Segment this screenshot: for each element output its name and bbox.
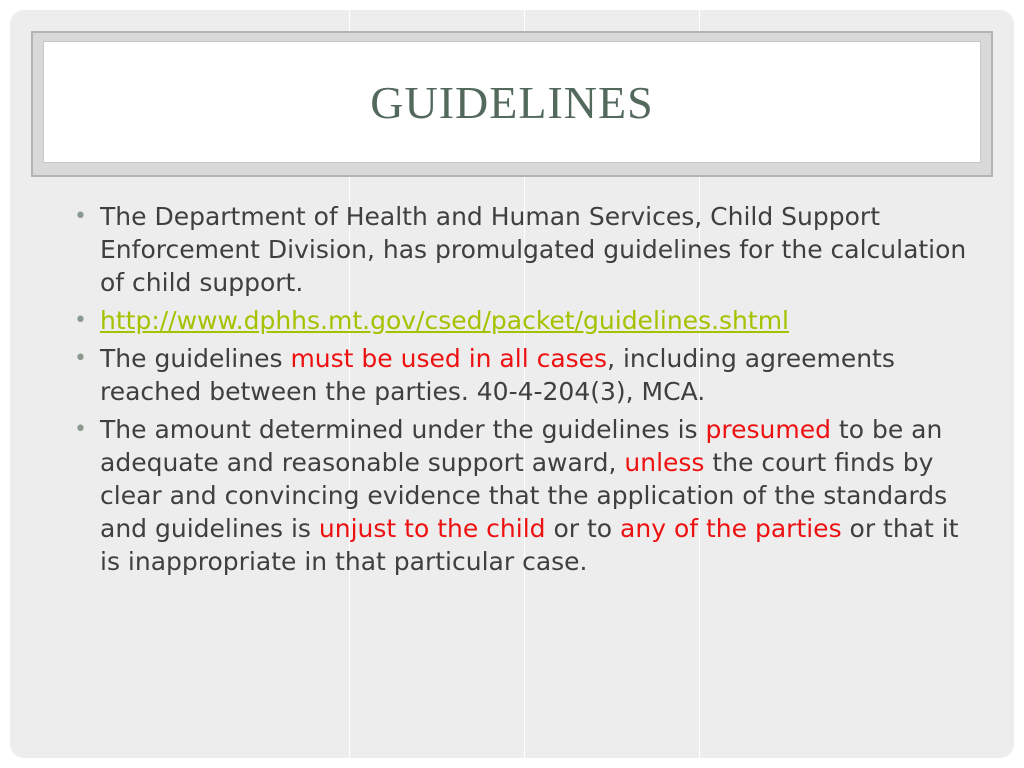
bullet-text: or that it is inappropriate in that particular case.	[100, 514, 959, 576]
bullet-text: , including agreements reached between the parties. 40-4-204(3), MCA.	[100, 344, 895, 406]
guidelines-link[interactable]: http://www.dphhs.mt.gov/csed/packet/guidelines.shtml	[100, 306, 790, 335]
bullet-icon: •	[74, 204, 87, 229]
bullet-item	[72, 342, 972, 408]
emphasis-text: unless	[624, 448, 705, 477]
bullet-text: The amount determined under the guidelines is	[100, 415, 706, 444]
bullet-icon: •	[74, 346, 87, 371]
emphasis-text: must be used in all cases	[290, 344, 608, 373]
bullet-text: The guidelines	[100, 344, 291, 373]
bullet-list	[72, 200, 972, 583]
title-box	[43, 41, 981, 163]
bullet-item	[72, 200, 972, 299]
bullet-icon: •	[74, 417, 87, 442]
slide-title: GUIDELINES	[370, 76, 654, 128]
bullet-item	[72, 304, 972, 337]
bullet-text: to be an adequate and reasonable support award,	[100, 415, 943, 477]
slide	[10, 10, 1014, 758]
emphasis-text: unjust to the child	[318, 514, 546, 543]
title-frame	[31, 31, 993, 177]
emphasis-text: presumed	[705, 415, 831, 444]
bullet-item	[72, 413, 972, 578]
bullet-text: the court finds by clear and convincing evidence that the application of the standards and guidelines is	[100, 448, 948, 543]
bullet-icon: •	[74, 308, 87, 333]
bullet-text: or to	[545, 514, 621, 543]
bullet-text: The Department of Health and Human Services, Child Support Enforcement Division, has promulgated guidelines for the calculation of child support.	[100, 202, 967, 297]
emphasis-text: any of the parties	[620, 514, 842, 543]
